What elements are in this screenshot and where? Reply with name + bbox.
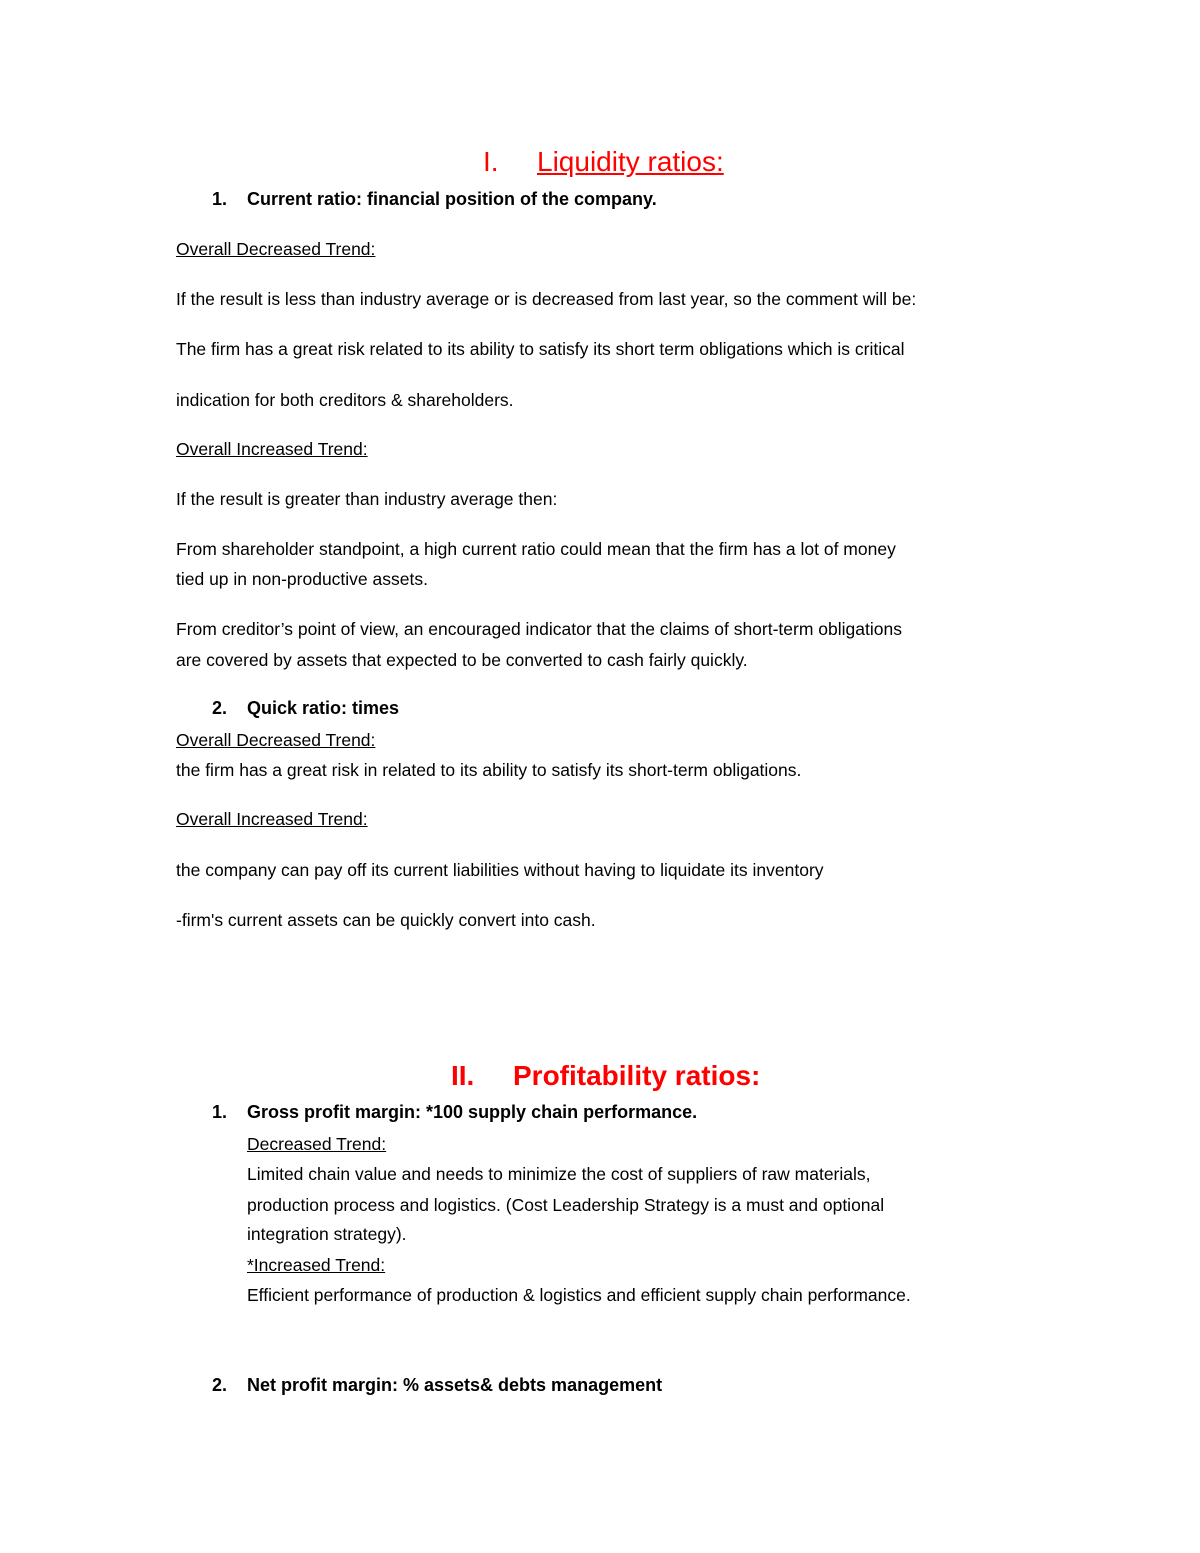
paragraph: Efficient performance of production & logistics and efficient supply chain performance. [247,1285,911,1305]
list-item-title: Net profit margin: % assets& debts management [247,1375,663,1395]
section-title: Profitability ratios: [513,1060,761,1091]
section-number: I. [483,146,499,177]
section-heading-profitability [451,1059,760,1093]
section-number: II. [451,1060,475,1091]
paragraph: the firm has a great risk in related to its ability to satisfy its short-term obligations. [176,760,802,780]
paragraph: integration strategy). [247,1224,407,1244]
subheading-increased-trend: Overall Increased Trend: [176,809,368,829]
paragraph: the company can pay off its current liabilities without having to liquidate its inventory [176,860,824,880]
subheading-decreased-trend: Overall Decreased Trend: [176,239,376,259]
paragraph: tied up in non-productive assets. [176,569,428,589]
list-item-net-profit-margin [212,1374,662,1396]
paragraph: From shareholder standpoint, a high current ratio could mean that the firm has a lot of money [176,539,896,559]
subheading-decreased-trend: Decreased Trend: [247,1134,387,1154]
list-item-current-ratio [212,188,657,210]
paragraph: If the result is greater than industry average then: [176,489,558,509]
list-item-number: 1. [212,1102,228,1122]
list-item-quick-ratio [212,697,399,719]
paragraph: indication for both creditors & shareholders. [176,390,514,410]
list-item-number: 1. [212,189,228,209]
subheading-decreased-trend: Overall Decreased Trend: [176,730,376,750]
list-item-title: Gross profit margin: *100 supply chain performance. [247,1102,698,1122]
list-item-gross-profit-margin [212,1101,697,1123]
paragraph: -firm's current assets can be quickly convert into cash. [176,910,596,930]
list-item-number: 2. [212,1375,228,1395]
paragraph: are covered by assets that expected to be converted to cash fairly quickly. [176,650,748,670]
section-heading-liquidity [483,145,724,179]
list-item-number: 2. [212,698,228,718]
paragraph: Limited chain value and needs to minimize the cost of suppliers of raw materials, [247,1164,871,1184]
subheading-increased-trend: Overall Increased Trend: [176,439,368,459]
paragraph: If the result is less than industry average or is decreased from last year, so the comment will be: [176,289,917,309]
paragraph: From creditor’s point of view, an encouraged indicator that the claims of short-term obligations [176,619,902,639]
subheading-increased-trend: *Increased Trend: [247,1255,386,1275]
list-item-title: Quick ratio: times [247,698,400,718]
paragraph: production process and logistics. (Cost Leadership Strategy is a must and optional [247,1195,885,1215]
section-title: Liquidity ratios: [537,146,724,177]
paragraph: The firm has a great risk related to its ability to satisfy its short term obligations which is critical [176,339,905,359]
list-item-title: Current ratio: financial position of the company. [247,189,657,209]
